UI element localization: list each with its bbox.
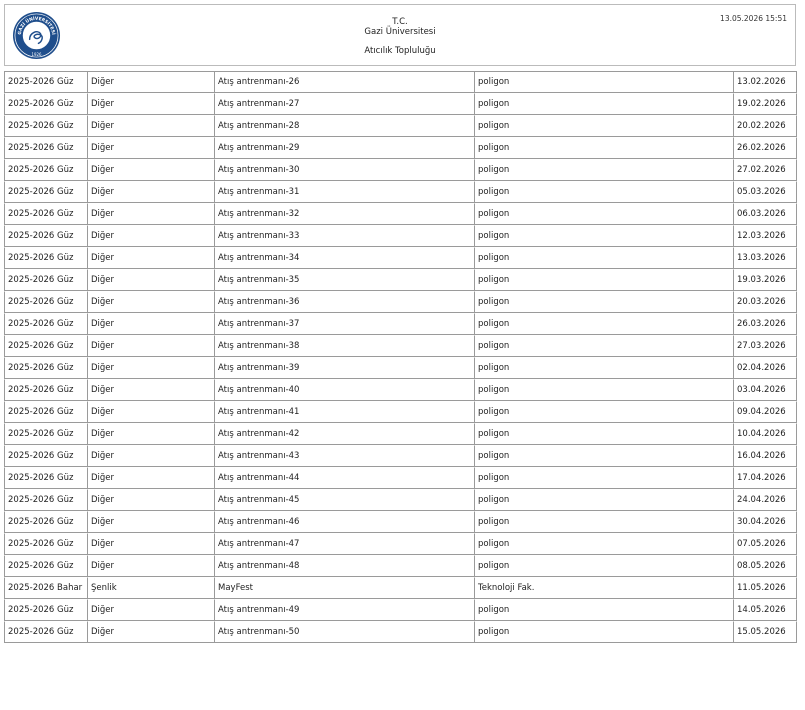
cell-location: poligon — [475, 401, 734, 423]
cell-term: 2025-2026 Güz — [4, 181, 88, 203]
cell-location: poligon — [475, 423, 734, 445]
header-line-tc: T.C. — [392, 17, 408, 27]
cell-date: 15.05.2026 — [734, 621, 797, 643]
table-row — [4, 467, 797, 489]
cell-term: 2025-2026 Güz — [4, 93, 88, 115]
cell-activity: Atış antrenmanı-44 — [215, 467, 475, 489]
cell-term: 2025-2026 Güz — [4, 445, 88, 467]
cell-date: 26.02.2026 — [734, 137, 797, 159]
cell-activity: Atış antrenmanı-48 — [215, 555, 475, 577]
table-row — [4, 423, 797, 445]
cell-type: Diğer — [88, 467, 215, 489]
cell-type: Diğer — [88, 159, 215, 181]
cell-term: 2025-2026 Güz — [4, 599, 88, 621]
cell-activity: Atış antrenmanı-39 — [215, 357, 475, 379]
cell-type: Diğer — [88, 621, 215, 643]
cell-date: 06.03.2026 — [734, 203, 797, 225]
cell-date: 20.03.2026 — [734, 291, 797, 313]
cell-term: 2025-2026 Güz — [4, 247, 88, 269]
cell-term: 2025-2026 Güz — [4, 291, 88, 313]
table-row — [4, 533, 797, 555]
cell-term: 2025-2026 Güz — [4, 115, 88, 137]
cell-location: poligon — [475, 203, 734, 225]
cell-type: Diğer — [88, 291, 215, 313]
cell-date: 13.03.2026 — [734, 247, 797, 269]
cell-location: poligon — [475, 115, 734, 137]
cell-activity: Atış antrenmanı-49 — [215, 599, 475, 621]
cell-term: 2025-2026 Güz — [4, 489, 88, 511]
cell-date: 02.04.2026 — [734, 357, 797, 379]
header-line-university: Gazi Üniversitesi — [364, 27, 436, 37]
cell-date: 07.05.2026 — [734, 533, 797, 555]
cell-location: poligon — [475, 379, 734, 401]
cell-type: Diğer — [88, 181, 215, 203]
print-datetime: 13.05.2026 15:51 — [720, 14, 787, 23]
cell-term: 2025-2026 Güz — [4, 467, 88, 489]
cell-term: 2025-2026 Güz — [4, 203, 88, 225]
cell-location: poligon — [475, 335, 734, 357]
cell-activity: Atış antrenmanı-28 — [215, 115, 475, 137]
cell-date: 30.04.2026 — [734, 511, 797, 533]
table-row — [4, 269, 797, 291]
cell-date: 27.03.2026 — [734, 335, 797, 357]
cell-date: 24.04.2026 — [734, 489, 797, 511]
table-row — [4, 445, 797, 467]
cell-type: Diğer — [88, 555, 215, 577]
table-row — [4, 115, 797, 137]
cell-date: 27.02.2026 — [734, 159, 797, 181]
cell-activity: MayFest — [215, 577, 475, 599]
cell-term: 2025-2026 Güz — [4, 159, 88, 181]
cell-type: Diğer — [88, 313, 215, 335]
cell-date: 08.05.2026 — [734, 555, 797, 577]
cell-activity: Atış antrenmanı-40 — [215, 379, 475, 401]
cell-activity: Atış antrenmanı-50 — [215, 621, 475, 643]
cell-activity: Atış antrenmanı-38 — [215, 335, 475, 357]
cell-term: 2025-2026 Güz — [4, 313, 88, 335]
table-row — [4, 181, 797, 203]
cell-location: poligon — [475, 467, 734, 489]
table-row — [4, 247, 797, 269]
header-line-club: Atıcılık Topluluğu — [364, 46, 436, 56]
cell-term: 2025-2026 Güz — [4, 269, 88, 291]
cell-date: 13.02.2026 — [734, 71, 797, 93]
table-row — [4, 621, 797, 643]
cell-activity: Atış antrenmanı-41 — [215, 401, 475, 423]
activities-table — [4, 71, 797, 643]
cell-date: 26.03.2026 — [734, 313, 797, 335]
cell-term: 2025-2026 Güz — [4, 401, 88, 423]
cell-type: Diğer — [88, 401, 215, 423]
cell-activity: Atış antrenmanı-29 — [215, 137, 475, 159]
table-row — [4, 379, 797, 401]
table-row — [4, 489, 797, 511]
cell-location: poligon — [475, 71, 734, 93]
table-row — [4, 203, 797, 225]
cell-type: Diğer — [88, 115, 215, 137]
cell-location: poligon — [475, 445, 734, 467]
cell-date: 19.03.2026 — [734, 269, 797, 291]
cell-term: 2025-2026 Güz — [4, 225, 88, 247]
table-row — [4, 291, 797, 313]
table-row — [4, 577, 797, 599]
cell-location: poligon — [475, 247, 734, 269]
cell-location: poligon — [475, 269, 734, 291]
table-row — [4, 599, 797, 621]
cell-type: Diğer — [88, 511, 215, 533]
cell-location: poligon — [475, 621, 734, 643]
cell-term: 2025-2026 Güz — [4, 379, 88, 401]
table-row — [4, 71, 797, 93]
cell-location: poligon — [475, 533, 734, 555]
cell-type: Diğer — [88, 247, 215, 269]
cell-activity: Atış antrenmanı-46 — [215, 511, 475, 533]
cell-location: poligon — [475, 313, 734, 335]
header-title-block — [5, 17, 795, 56]
cell-activity: Atış antrenmanı-31 — [215, 181, 475, 203]
cell-type: Diğer — [88, 71, 215, 93]
cell-location: poligon — [475, 93, 734, 115]
table-row — [4, 225, 797, 247]
logo-text: GAZİ ÜNİVERSİTESİ — [17, 16, 56, 36]
cell-type: Diğer — [88, 137, 215, 159]
logo-year: 1926 — [31, 52, 42, 58]
cell-term: 2025-2026 Güz — [4, 71, 88, 93]
activities-table-body — [4, 71, 797, 643]
cell-location: poligon — [475, 225, 734, 247]
cell-term: 2025-2026 Güz — [4, 357, 88, 379]
cell-location: poligon — [475, 357, 734, 379]
cell-term: 2025-2026 Güz — [4, 423, 88, 445]
cell-type: Diğer — [88, 533, 215, 555]
table-row — [4, 555, 797, 577]
cell-activity: Atış antrenmanı-43 — [215, 445, 475, 467]
cell-type: Şenlik — [88, 577, 215, 599]
cell-location: poligon — [475, 291, 734, 313]
cell-term: 2025-2026 Güz — [4, 511, 88, 533]
cell-type: Diğer — [88, 357, 215, 379]
cell-location: poligon — [475, 489, 734, 511]
cell-activity: Atış antrenmanı-34 — [215, 247, 475, 269]
cell-type: Diğer — [88, 203, 215, 225]
table-row — [4, 313, 797, 335]
cell-location: poligon — [475, 555, 734, 577]
cell-location: poligon — [475, 159, 734, 181]
cell-term: 2025-2026 Güz — [4, 555, 88, 577]
cell-activity: Atış antrenmanı-42 — [215, 423, 475, 445]
cell-activity: Atış antrenmanı-27 — [215, 93, 475, 115]
cell-term: 2025-2026 Güz — [4, 621, 88, 643]
table-row — [4, 137, 797, 159]
cell-type: Diğer — [88, 379, 215, 401]
cell-location: poligon — [475, 599, 734, 621]
cell-date: 03.04.2026 — [734, 379, 797, 401]
cell-term: 2025-2026 Güz — [4, 137, 88, 159]
table-row — [4, 159, 797, 181]
cell-activity: Atış antrenmanı-37 — [215, 313, 475, 335]
cell-date: 05.03.2026 — [734, 181, 797, 203]
cell-activity: Atış antrenmanı-26 — [215, 71, 475, 93]
cell-date: 16.04.2026 — [734, 445, 797, 467]
cell-type: Diğer — [88, 445, 215, 467]
cell-location: poligon — [475, 511, 734, 533]
cell-date: 12.03.2026 — [734, 225, 797, 247]
cell-location: poligon — [475, 181, 734, 203]
cell-date: 17.04.2026 — [734, 467, 797, 489]
cell-type: Diğer — [88, 599, 215, 621]
cell-activity: Atış antrenmanı-35 — [215, 269, 475, 291]
cell-type: Diğer — [88, 335, 215, 357]
cell-location: poligon — [475, 137, 734, 159]
cell-activity: Atış antrenmanı-45 — [215, 489, 475, 511]
cell-term: 2025-2026 Güz — [4, 533, 88, 555]
cell-term: 2025-2026 Güz — [4, 335, 88, 357]
cell-type: Diğer — [88, 225, 215, 247]
table-row — [4, 93, 797, 115]
report-header — [4, 4, 796, 66]
table-row — [4, 357, 797, 379]
cell-activity: Atış antrenmanı-47 — [215, 533, 475, 555]
cell-location: Teknoloji Fak. — [475, 577, 734, 599]
cell-type: Diğer — [88, 423, 215, 445]
cell-activity: Atış antrenmanı-36 — [215, 291, 475, 313]
cell-date: 14.05.2026 — [734, 599, 797, 621]
table-row — [4, 335, 797, 357]
cell-activity: Atış antrenmanı-32 — [215, 203, 475, 225]
cell-type: Diğer — [88, 489, 215, 511]
cell-date: 09.04.2026 — [734, 401, 797, 423]
cell-date: 11.05.2026 — [734, 577, 797, 599]
cell-date: 10.04.2026 — [734, 423, 797, 445]
cell-activity: Atış antrenmanı-30 — [215, 159, 475, 181]
cell-date: 20.02.2026 — [734, 115, 797, 137]
table-row — [4, 401, 797, 423]
cell-type: Diğer — [88, 93, 215, 115]
cell-activity: Atış antrenmanı-33 — [215, 225, 475, 247]
cell-term: 2025-2026 Bahar — [4, 577, 88, 599]
table-row — [4, 511, 797, 533]
cell-type: Diğer — [88, 269, 215, 291]
cell-date: 19.02.2026 — [734, 93, 797, 115]
